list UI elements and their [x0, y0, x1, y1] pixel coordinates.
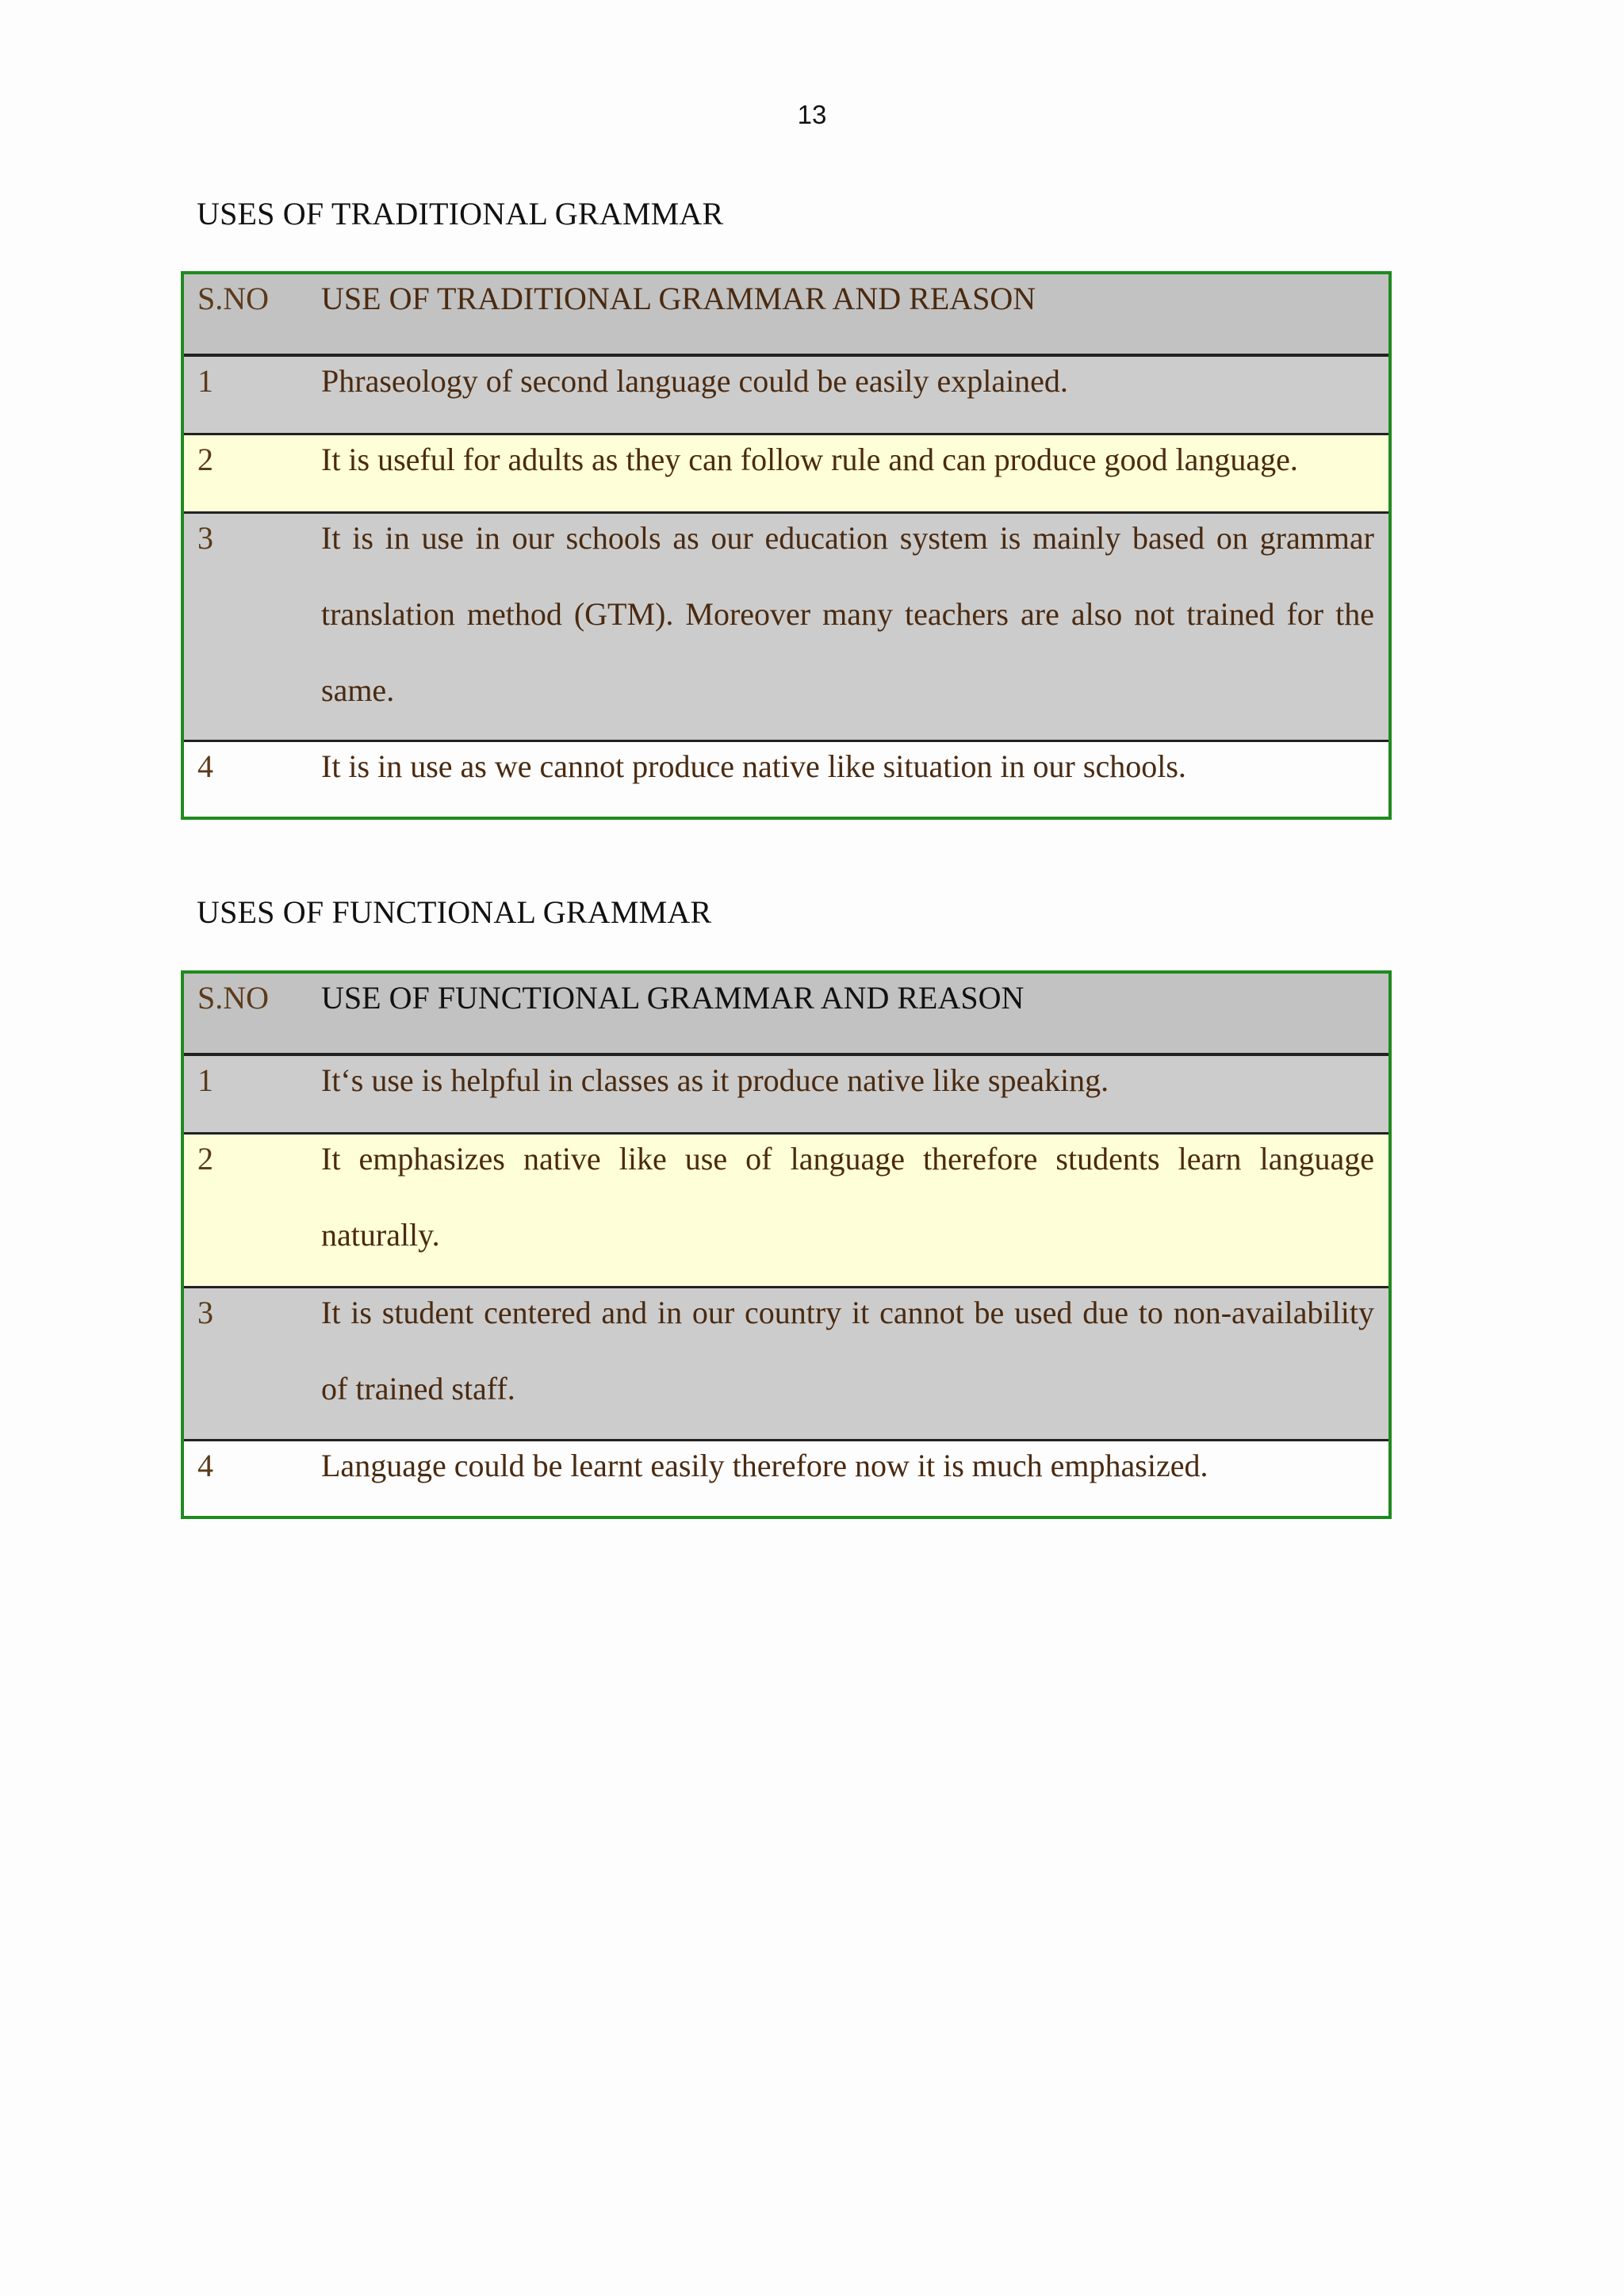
table-header-row: [184, 974, 1388, 1054]
section-title-functional-grammar: USES OF FUNCTIONAL GRAMMAR: [197, 894, 712, 930]
row-text: It is useful for adults as they can follow rule and can produce good language.: [321, 442, 1298, 477]
table-row: [184, 1286, 1388, 1439]
section-title-traditional-grammar: USES OF TRADITIONAL GRAMMAR: [197, 196, 724, 232]
row-text: It is in use in our schools as our education system is mainly based on grammar translation method (GTM). Moreover many teachers are also not trained for the same.: [321, 520, 1374, 708]
functional-grammar-table: [181, 970, 1392, 1519]
table-row: [184, 1132, 1388, 1286]
row-sno: 3: [197, 520, 213, 556]
table-row: [184, 511, 1388, 740]
traditional-grammar-table: [181, 271, 1392, 820]
row-sno: 2: [197, 442, 213, 477]
row-sno: 3: [197, 1295, 213, 1330]
header-sno: S.NO: [197, 980, 270, 1016]
page-number: 13: [797, 100, 827, 129]
header-reason: USE OF FUNCTIONAL GRAMMAR AND REASON: [321, 980, 1025, 1016]
row-sno: 4: [197, 1448, 213, 1483]
row-text: Language could be learnt easily therefore now it is much emphasized.: [321, 1448, 1208, 1483]
row-text: It‘s use is helpful in classes as it produce native like speaking.: [321, 1062, 1109, 1098]
row-text: It emphasizes native like use of language therefore students learn language naturally.: [321, 1141, 1374, 1253]
table-header-row: [184, 274, 1388, 354]
row-sno: 1: [197, 1062, 213, 1098]
row-sno: 1: [197, 363, 213, 399]
header-sno: S.NO: [197, 281, 270, 316]
header-reason: USE OF TRADITIONAL GRAMMAR AND REASON: [321, 281, 1036, 316]
row-text: Phraseology of second language could be easily explained.: [321, 363, 1068, 399]
row-text: It is in use as we cannot produce native like situation in our schools.: [321, 748, 1186, 784]
row-sno: 4: [197, 748, 213, 784]
table-row: [184, 740, 1388, 817]
table-row: [184, 1439, 1388, 1516]
row-text: It is student centered and in our country it cannot be used due to non-availability of trained staff.: [321, 1295, 1374, 1406]
row-sno: 2: [197, 1141, 213, 1177]
table-row: [184, 354, 1388, 433]
